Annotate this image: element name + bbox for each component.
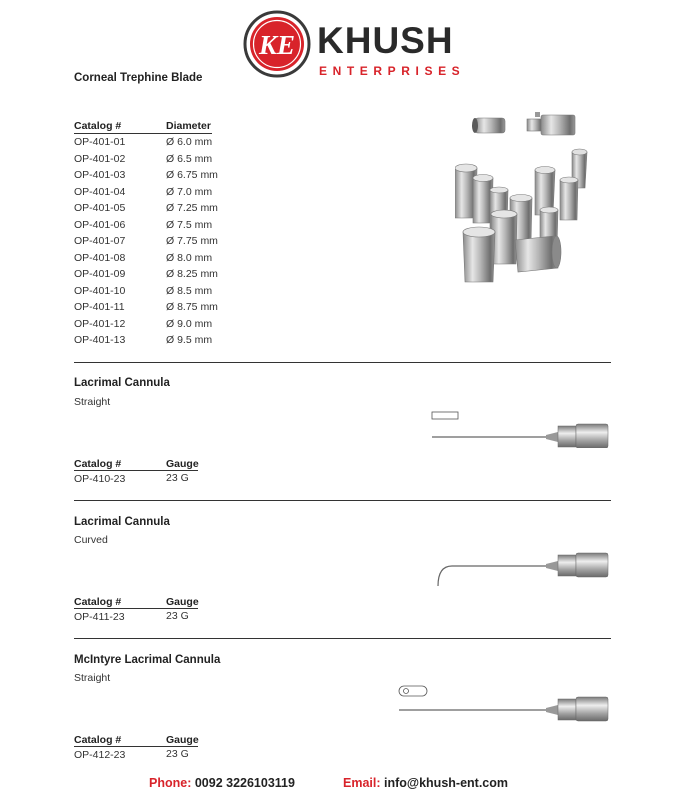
table-header-gauge: Gauge xyxy=(166,734,199,746)
table-cell-catalog: OP-401-09 xyxy=(74,268,126,280)
table-cell-diameter: Ø 7.75 mm xyxy=(166,235,218,247)
phone-label: Phone: xyxy=(149,776,192,790)
table-cell-diameter: Ø 8.0 mm xyxy=(166,251,213,264)
blade-shape xyxy=(472,118,505,133)
section-subtitle: Straight xyxy=(74,672,111,684)
section-subtitle: Curved xyxy=(74,534,108,546)
logo-emblem-icon xyxy=(243,10,315,82)
table-header-catalog: Catalog # xyxy=(74,734,122,746)
section-divider xyxy=(74,362,611,363)
table-cell-gauge: 23 G xyxy=(166,472,189,484)
table-cell-catalog: OP-401-13 xyxy=(74,334,126,346)
table-cell-diameter: Ø 7.25 mm xyxy=(166,202,218,214)
table-header-rule xyxy=(74,470,198,471)
table-header-gauge: Gauge xyxy=(166,458,199,470)
table-cell-diameter: Ø 8.75 mm xyxy=(166,301,218,313)
table-cell-gauge: 23 G xyxy=(166,748,189,760)
blade-set-shape xyxy=(455,149,587,282)
table-cell-diameter: Ø 9.5 mm xyxy=(166,334,213,346)
table-cell-catalog: OP-412-23 xyxy=(74,749,126,761)
table-header-catalog: Catalog # xyxy=(74,596,122,608)
footer-email xyxy=(343,776,508,790)
section-title-lacrimal-curved: Lacrimal Cannula xyxy=(74,516,170,528)
section-title-mcintyre: McIntyre Lacrimal Cannula xyxy=(74,654,221,666)
table-header-rule xyxy=(74,608,198,609)
brand-tagline: ENTERPRISES xyxy=(319,64,466,78)
table-cell-diameter: Ø 6.75 mm xyxy=(166,169,218,181)
cannula-straight-image xyxy=(428,408,613,448)
cannula-tip-detail xyxy=(432,412,458,419)
table-header-catalog: Catalog # xyxy=(74,120,122,132)
email-link[interactable]: info@khush-ent.com xyxy=(384,776,508,790)
table-cell-catalog: OP-401-05 xyxy=(74,202,126,214)
footer-phone xyxy=(149,776,295,790)
table-cell-catalog: OP-401-02 xyxy=(74,152,126,165)
section-subtitle: Straight xyxy=(74,396,111,408)
brand-name: KHUSH xyxy=(317,20,454,61)
table-cell-diameter: Ø 7.5 mm xyxy=(166,218,213,231)
table-header-rule xyxy=(74,133,212,134)
section-divider xyxy=(74,500,611,501)
trephine-blades-image xyxy=(455,110,615,285)
svg-text:KE: KE xyxy=(258,30,296,60)
table-cell-catalog: OP-401-04 xyxy=(74,185,126,198)
table-header-rule xyxy=(74,746,198,747)
section-divider xyxy=(74,638,611,639)
table-cell-catalog: OP-401-07 xyxy=(74,235,126,247)
blade-holder-shape xyxy=(527,112,575,135)
table-cell-diameter: Ø 8.5 mm xyxy=(166,284,213,297)
table-cell-catalog: OP-401-10 xyxy=(74,284,126,297)
table-cell-catalog: OP-410-23 xyxy=(74,473,126,485)
cannula-mcintyre-image xyxy=(395,682,613,724)
email-label: Email: xyxy=(343,776,381,790)
table-cell-gauge: 23 G xyxy=(166,610,189,622)
section-title-lacrimal-straight: Lacrimal Cannula xyxy=(74,377,170,389)
brand-logo xyxy=(243,10,466,80)
table-cell-catalog: OP-401-08 xyxy=(74,251,126,264)
table-cell-catalog: OP-411-23 xyxy=(74,611,125,623)
table-cell-catalog: OP-401-01 xyxy=(74,136,126,148)
table-cell-catalog: OP-401-03 xyxy=(74,169,126,181)
table-cell-diameter: Ø 9.0 mm xyxy=(166,317,213,330)
table-header-gauge: Gauge xyxy=(166,596,199,608)
table-header-diameter: Diameter xyxy=(166,120,211,132)
table-cell-diameter: Ø 6.5 mm xyxy=(166,152,213,165)
table-header-catalog: Catalog # xyxy=(74,458,122,470)
table-cell-catalog: OP-401-11 xyxy=(74,301,125,313)
phone-number[interactable]: 0092 3226103119 xyxy=(194,776,295,790)
table-cell-diameter: Ø 6.0 mm xyxy=(166,136,213,148)
table-cell-diameter: Ø 8.25 mm xyxy=(166,268,218,280)
table-cell-catalog: OP-401-12 xyxy=(74,317,126,330)
cannula-curved-image xyxy=(428,546,613,588)
table-cell-catalog: OP-401-06 xyxy=(74,218,126,231)
table-cell-diameter: Ø 7.0 mm xyxy=(166,185,213,198)
section-title-trephine: Corneal Trephine Blade xyxy=(74,72,203,84)
